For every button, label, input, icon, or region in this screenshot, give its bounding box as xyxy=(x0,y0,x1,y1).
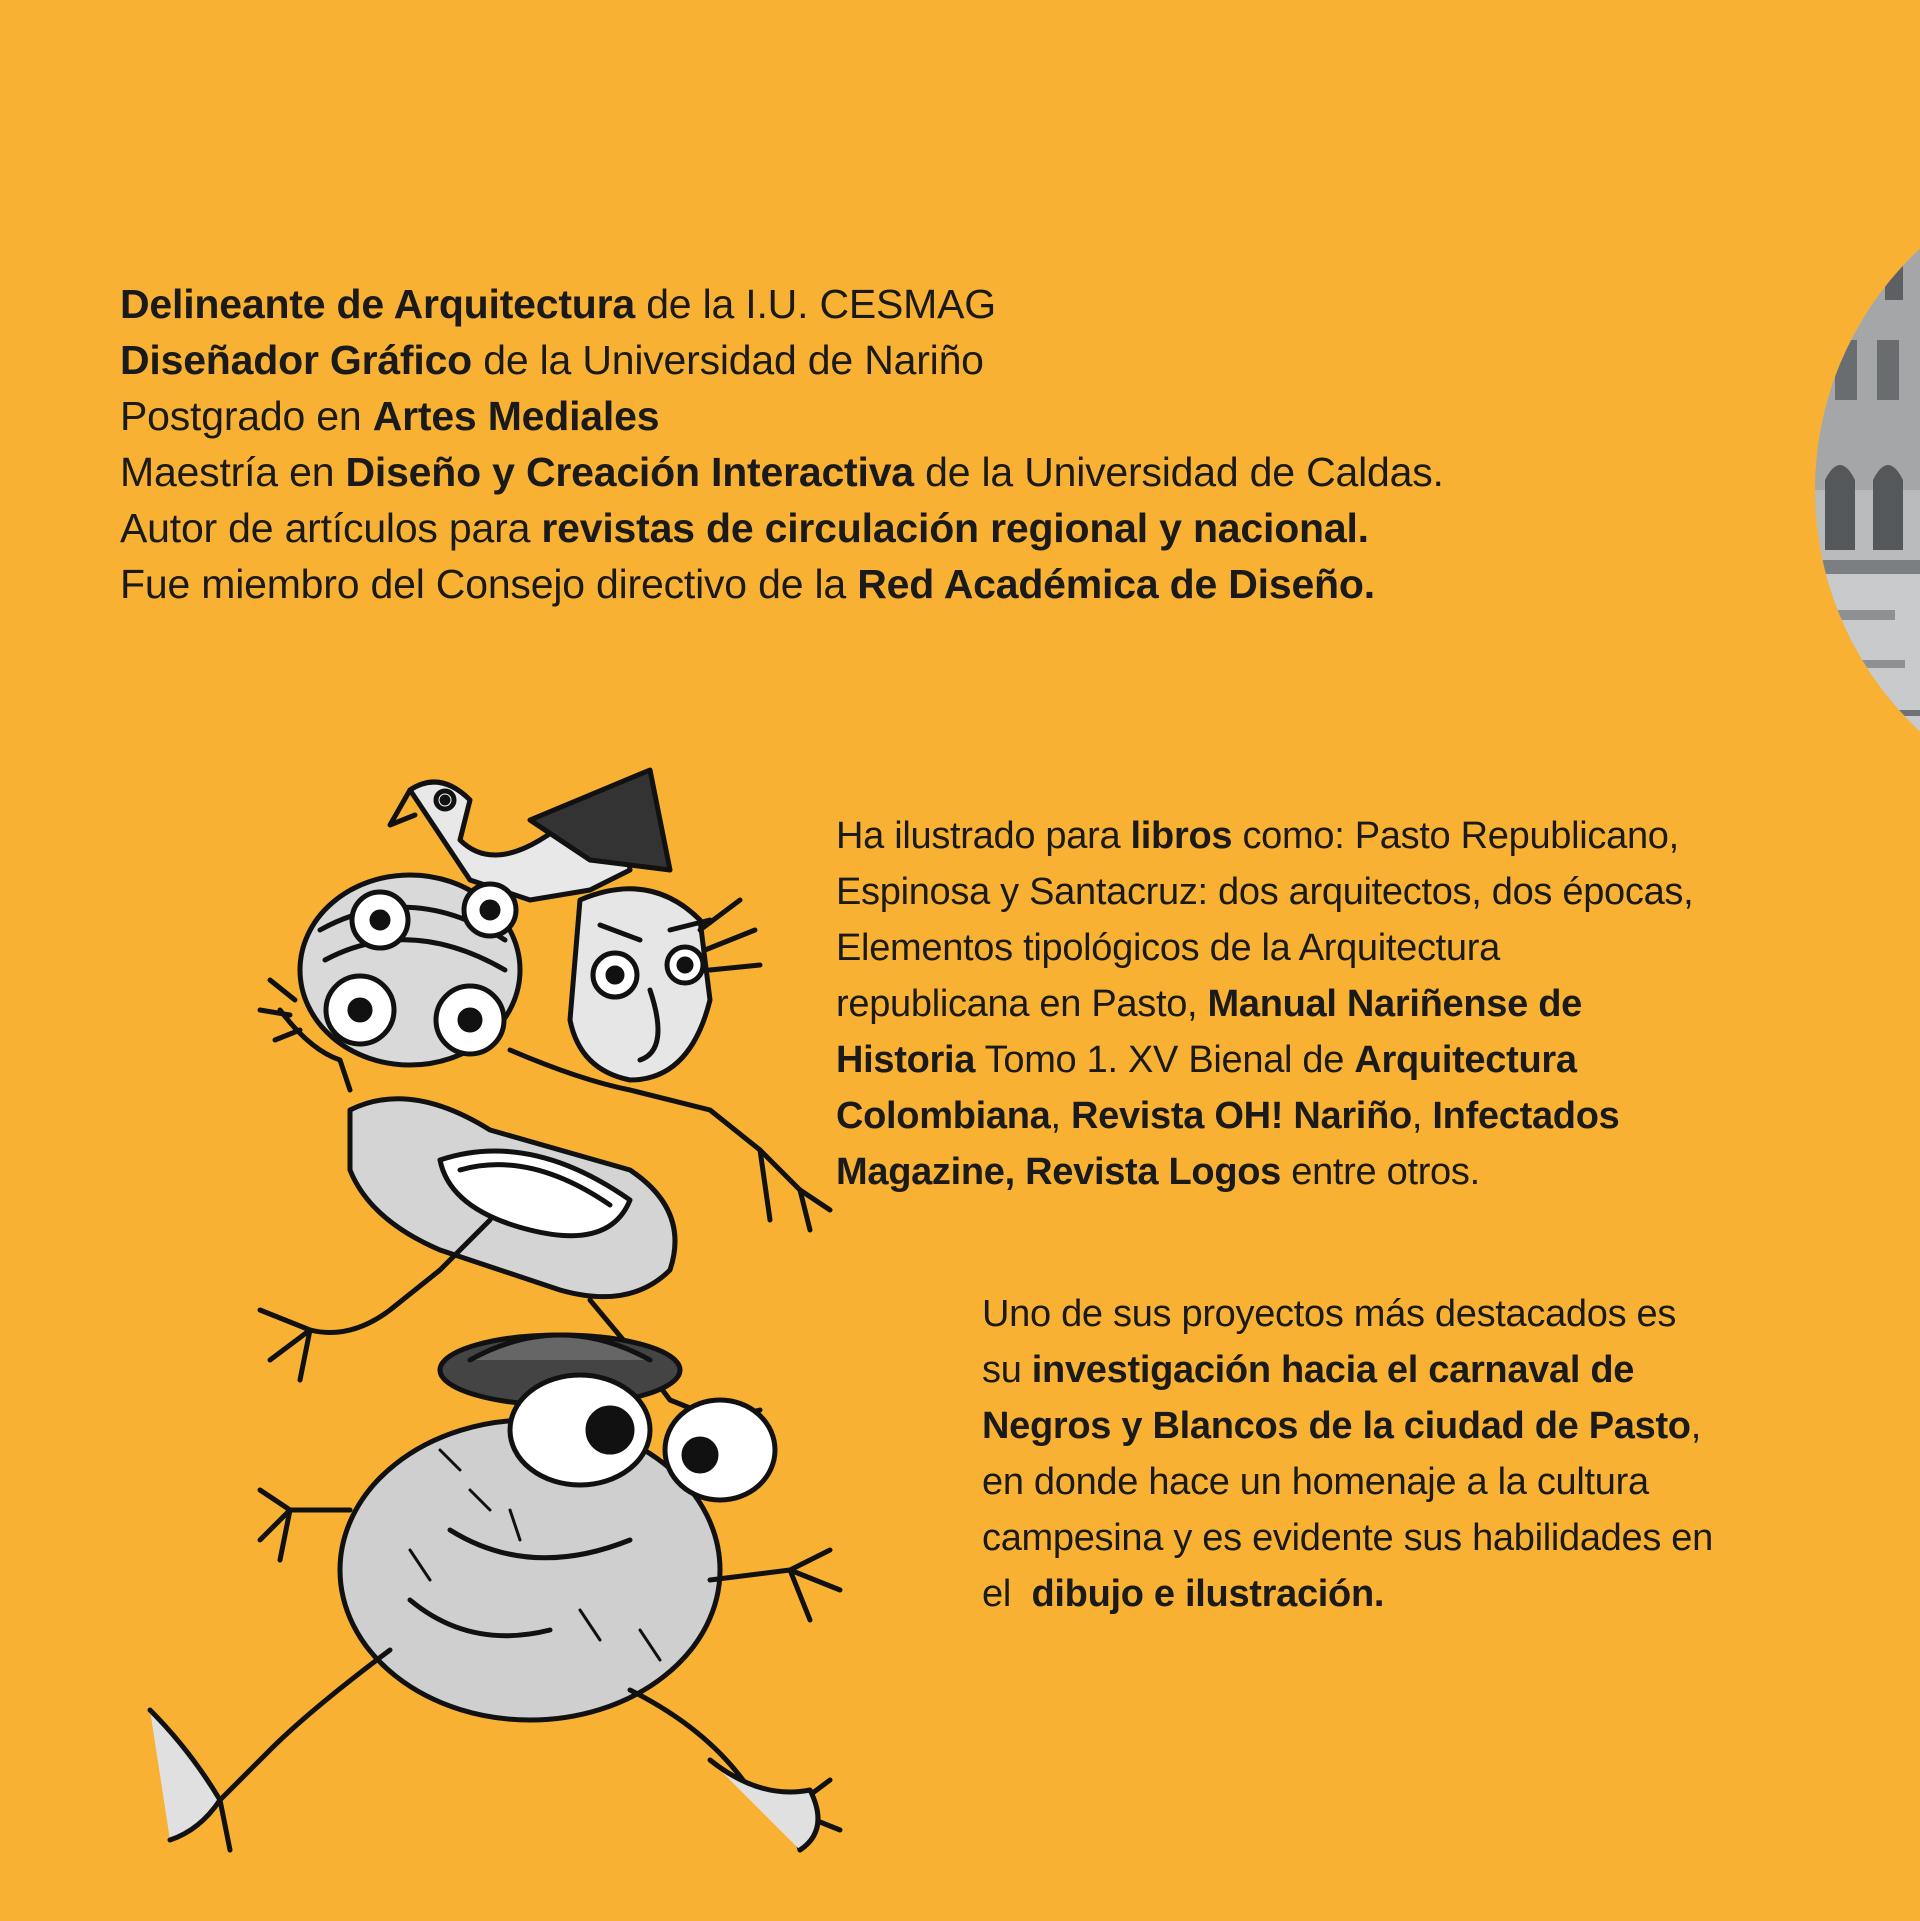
bio-line-1 xyxy=(120,276,1444,332)
para1-highlight: Manual Nariñense de xyxy=(1207,983,1582,1025)
bio-prefix-5: Autor de artículos para xyxy=(120,505,542,551)
bio-degree-3: Artes Mediales xyxy=(372,393,660,439)
para1-text: , xyxy=(1411,1095,1433,1137)
para2-text: Uno de sus proyectos más destacados es xyxy=(982,1293,1677,1335)
para1-highlight: Arquitectura xyxy=(1354,1039,1577,1081)
para1-line-5 xyxy=(836,1032,1693,1088)
building-photo xyxy=(1815,190,1920,790)
para1-highlight: Colombiana xyxy=(836,1095,1051,1137)
para1-text: como: Pasto Republicano, xyxy=(1232,815,1679,857)
para2-highlight: investigación hacia el carnaval de xyxy=(1031,1349,1635,1391)
bio-highlight-5: revistas de circulación regional y nacional. xyxy=(541,505,1369,551)
bio-line-2 xyxy=(120,332,1444,388)
bio-institution-2: de la Universidad de Nariño xyxy=(472,337,984,383)
bio-line-5 xyxy=(120,500,1444,556)
para1-line-1 xyxy=(836,808,1693,864)
para2-highlight: Negros y Blancos de la ciudad de Pasto xyxy=(982,1405,1691,1447)
para2-line-3 xyxy=(982,1398,1713,1454)
para1-line-4 xyxy=(836,976,1693,1032)
para1-highlight: Historia xyxy=(836,1039,976,1081)
bio-institution-4: de la Universidad de Caldas. xyxy=(913,449,1444,495)
para1-highlight: Infectados xyxy=(1432,1095,1620,1137)
para1-text: , xyxy=(1050,1095,1071,1137)
para1-text: Espinosa y Santacruz: dos arquitectos, dos épocas, xyxy=(836,871,1694,913)
para2-line-1 xyxy=(982,1286,1713,1342)
bio-prefix-4: Maestría en xyxy=(120,449,346,495)
bio-highlight-6: Red Académica de Diseño. xyxy=(857,561,1375,607)
para2-line-6 xyxy=(982,1566,1713,1622)
project-paragraph xyxy=(982,1286,1713,1622)
bio-line-3 xyxy=(120,388,1444,444)
para1-text: entre otros. xyxy=(1280,1151,1480,1193)
para1-text: Tomo 1. XV Bienal de xyxy=(975,1039,1355,1081)
para2-text: el xyxy=(982,1573,1032,1615)
bio-prefix-3: Postgrado en xyxy=(120,393,373,439)
bio-degree-2: Diseñador Gráfico xyxy=(120,337,473,383)
bio-line-4 xyxy=(120,444,1444,500)
para1-highlight: Revista OH! Nariño xyxy=(1070,1095,1412,1137)
para1-text: Elementos tipológicos de la Arquitectura xyxy=(836,927,1500,969)
para2-text: su xyxy=(982,1349,1032,1391)
bio-degree-4: Diseño y Creación Interactiva xyxy=(345,449,914,495)
para2-line-5 xyxy=(982,1510,1713,1566)
bio-line-6 xyxy=(120,556,1444,612)
creatures-illustration xyxy=(110,750,910,1860)
para1-line-2 xyxy=(836,864,1693,920)
para1-text: republicana en Pasto, xyxy=(836,983,1208,1025)
bio-institution-1: de la I.U. CESMAG xyxy=(635,281,996,327)
bio-degree-1: Delineante de Arquitectura xyxy=(120,281,636,327)
para1-line-7 xyxy=(836,1144,1693,1200)
para1-line-6 xyxy=(836,1088,1693,1144)
para2-line-4 xyxy=(982,1454,1713,1510)
para1-highlight: Magazine, Revista Logos xyxy=(836,1151,1281,1193)
para2-highlight: dibujo e ilustración. xyxy=(1031,1573,1385,1615)
para2-text: en donde hace un homenaje a la cultura xyxy=(982,1461,1649,1503)
para1-highlight: libros xyxy=(1130,815,1233,857)
bio-prefix-6: Fue miembro del Consejo directivo de la xyxy=(120,561,858,607)
para2-text: campesina y es evidente sus habilidades en xyxy=(982,1517,1713,1559)
illustrated-books-paragraph xyxy=(836,808,1693,1200)
para1-line-3 xyxy=(836,920,1693,976)
para2-text: , xyxy=(1690,1405,1701,1447)
bio-block xyxy=(120,276,1444,612)
para1-text: Ha ilustrado para xyxy=(836,815,1131,857)
para2-line-2 xyxy=(982,1342,1713,1398)
